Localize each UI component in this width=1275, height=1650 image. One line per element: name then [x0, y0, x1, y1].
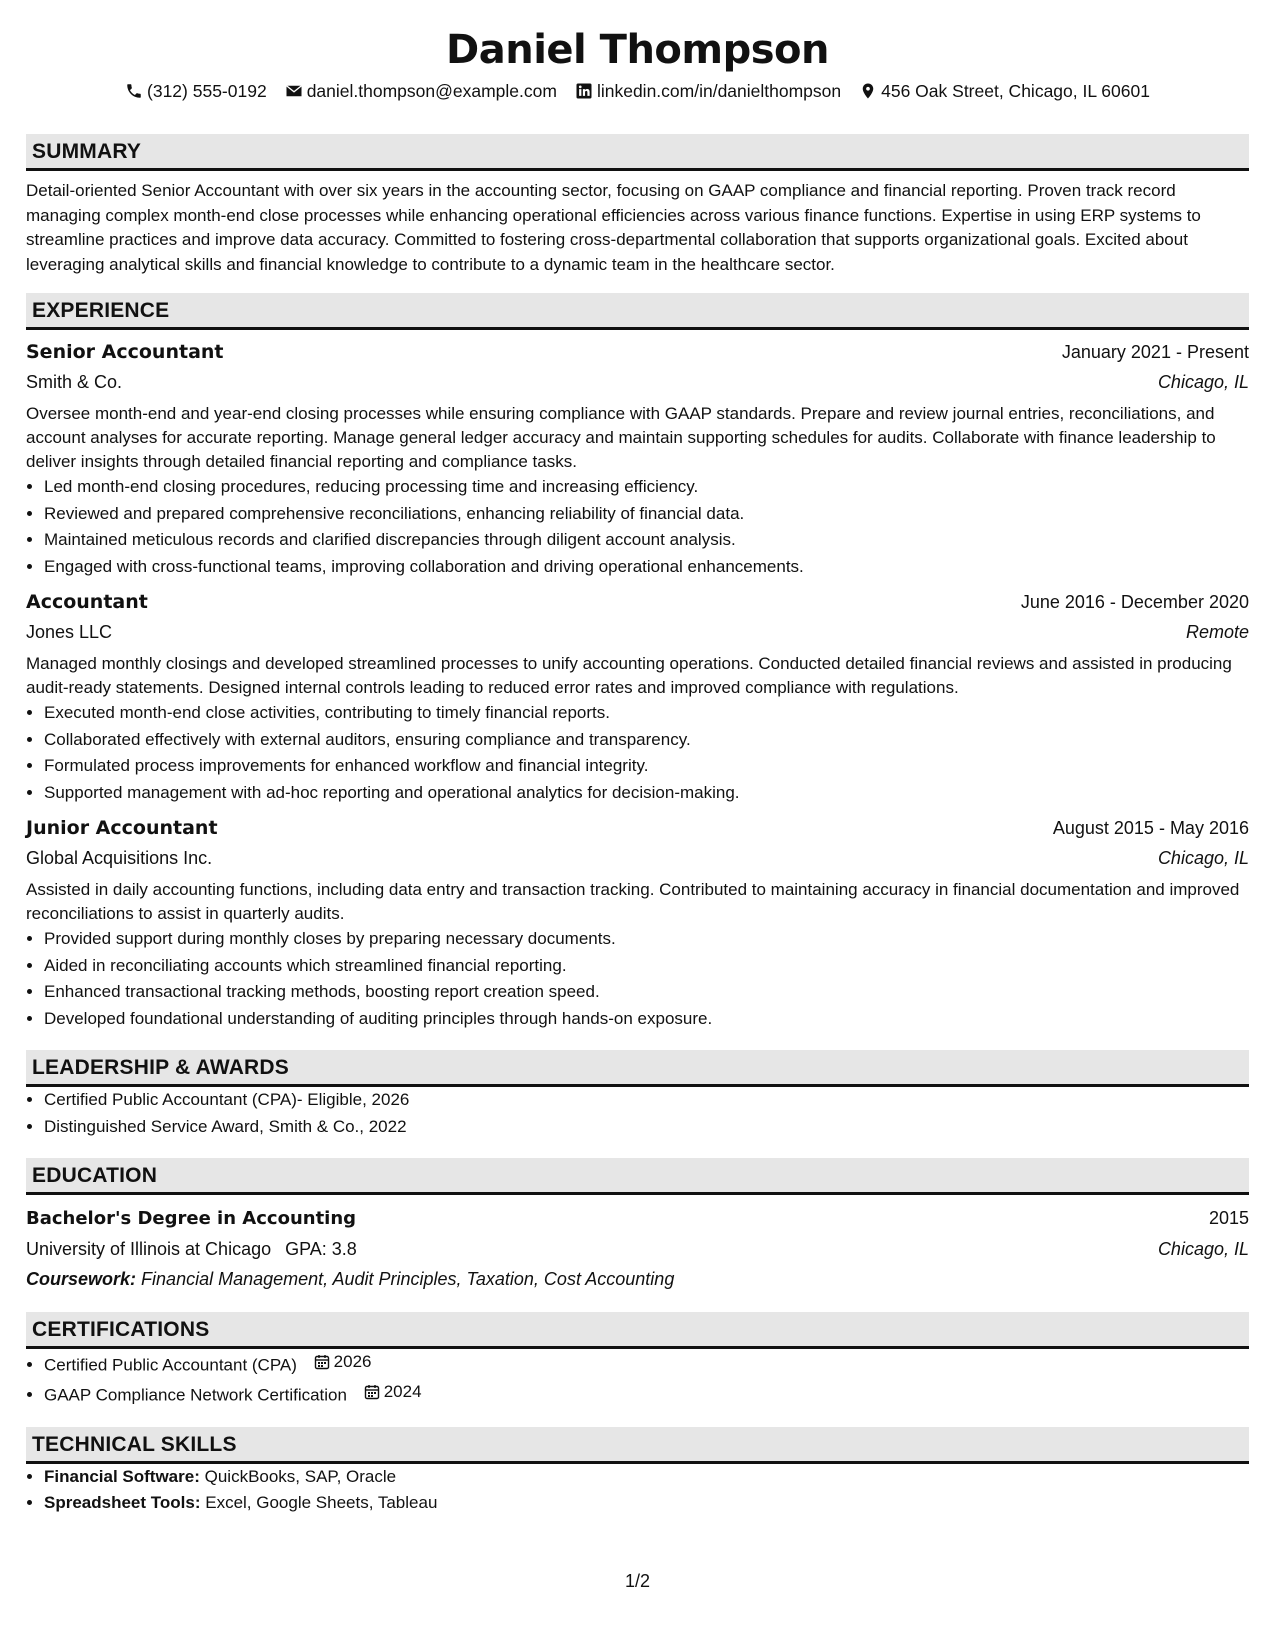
coursework-list: Financial Management, Audit Principles, Taxation, Cost Accounting [141, 1269, 675, 1289]
list-item: • Supported management with ad-hoc reporting and operational analytics for decision-making. [44, 780, 1249, 807]
cert-year: 2026 [333, 1352, 372, 1371]
job-title: Senior Accountant [26, 341, 224, 363]
job-bullets [26, 474, 1249, 580]
job-company: Global Acquisitions Inc. [26, 848, 213, 868]
job-description: Oversee month-end and year-end closing processes while ensuring compliance with GAAP standards. Prepare and review journal entries, reconciliations, and account analyses for accurate reporting. Manage general ledger accuracy and maintain supporting schedules for audits. Collaborate with finance leadership to deliver insights through detailed financial reporting and compliance tasks. [26, 404, 1216, 471]
cert-date [314, 1349, 372, 1376]
school-line [26, 1234, 357, 1264]
contact-address [859, 78, 1150, 104]
school-location: Chicago, IL [1157, 1239, 1249, 1259]
job-entry [26, 587, 1249, 806]
list-item: • Certified Public Accountant (CPA)- Eligible, 2026 [44, 1087, 1249, 1114]
list-item: • Provided support during monthly closes by preparing necessary documents. [44, 926, 1249, 953]
education-entry [26, 1203, 1249, 1294]
skills-list [26, 1464, 1249, 1517]
email-text[interactable]: daniel.thompson@example.com [306, 81, 557, 101]
job-description: Managed monthly closings and developed streamlined processes to unify accounting operations. Conducted detailed financial reviews and assisted in producing audit-ready statements. Designed internal controls leading to reduced error rates and improved compliance with regulations. [26, 654, 1232, 697]
job-company: Smith & Co. [26, 372, 123, 392]
phone-text: (312) 555-0192 [147, 81, 267, 101]
contact-linkedin[interactable] [575, 78, 841, 104]
section-header-experience: EXPERIENCE [26, 293, 1249, 330]
job-company-row [26, 617, 1249, 647]
list-item: • Maintained meticulous records and clarified discrepancies through diligent account analysis. [44, 527, 1249, 554]
list-item: • Developed foundational understanding of auditing principles through hands-on exposure. [44, 1006, 1249, 1033]
cert-name: GAAP Compliance Network Certification [44, 1385, 347, 1404]
list-item: • Formulated process improvements for enhanced workflow and financial integrity. [44, 753, 1249, 780]
job-location: Remote [1185, 622, 1249, 642]
job-dates: August 2015 - May 2016 [1052, 818, 1249, 838]
list-item: • Executed month-end close activities, contributing to timely financial reports. [44, 700, 1249, 727]
job-company: Jones LLC [26, 622, 113, 642]
skill-label: Financial Software: [44, 1466, 200, 1486]
cert-name: Certified Public Accountant (CPA) [44, 1355, 297, 1375]
section-header-summary: SUMMARY [26, 134, 1249, 171]
list-item: • Led month-end closing procedures, reducing processing time and increasing efficiency. [44, 474, 1249, 501]
section-header-certifications: CERTIFICATIONS [26, 1312, 1249, 1349]
list-item [44, 1379, 1249, 1409]
job-entry [26, 813, 1249, 1032]
list-item: • Collaborated effectively with external auditors, ensuring compliance and transparency. [44, 727, 1249, 754]
job-company-row [26, 367, 1249, 397]
job-description: Assisted in daily accounting functions, including data entry and transaction tracking. Contributed to maintaining accuracy in financial documentation and improved reconciliations to assist in quarterly audits. [26, 880, 1240, 923]
map-pin-icon [859, 82, 877, 100]
education-school-row [26, 1234, 1249, 1264]
contact-phone [125, 78, 267, 104]
job-dates: June 2016 - December 2020 [1020, 592, 1249, 612]
graduation-year: 2015 [1208, 1208, 1249, 1228]
job-header-row [26, 813, 1249, 843]
job-header-row [26, 587, 1249, 617]
section-header-awards: LEADERSHIP & AWARDS [26, 1050, 1249, 1087]
certifications-list [26, 1349, 1249, 1409]
section-header-education: EDUCATION [26, 1158, 1249, 1195]
envelope-icon [285, 82, 303, 100]
phone-icon [125, 82, 143, 100]
skill-value: QuickBooks, SAP, Oracle [204, 1466, 397, 1486]
education-header-row [26, 1203, 1249, 1234]
candidate-name: Daniel Thompson [446, 27, 829, 73]
summary-text: Detail-oriented Senior Accountant with over six years in the accounting sector, focusing on GAAP compliance and financial reporting. Proven track record managing complex month-end close processes while enhancing operational efficiencies across various finance functions. Expertise in using ERP systems to streamline practices and improve data accuracy. Committed to fostering cross-departmental collaboration that supports organizational goals. Excited about leveraging analytical skills and financial knowledge to contribute to a dynamic team in the healthcare sector. [26, 181, 1201, 274]
job-location: Chicago, IL [1157, 372, 1249, 392]
gpa: GPA: 3.8 [285, 1239, 357, 1259]
awards-list [26, 1087, 1249, 1140]
cert-year: 2024 [383, 1381, 422, 1401]
list-item: • Enhanced transactional tracking methods, boosting report creation speed. [44, 979, 1249, 1006]
contact-bar [26, 78, 1249, 104]
linkedin-icon [575, 82, 593, 100]
calendar-icon [364, 1384, 380, 1400]
address-text: 456 Oak Street, Chicago, IL 60601 [881, 81, 1150, 101]
job-header-row [26, 337, 1249, 367]
job-location: Chicago, IL [1157, 848, 1249, 868]
calendar-icon [314, 1354, 330, 1370]
list-item: • Distinguished Service Award, Smith & Co., 2022 [44, 1114, 1249, 1141]
school-name: University of Illinois at Chicago [26, 1239, 272, 1259]
list-item: • Reviewed and prepared comprehensive reconciliations, enhancing reliability of financial data. [44, 501, 1249, 528]
coursework [26, 1264, 1249, 1294]
list-item [44, 1464, 1249, 1491]
page-number: 1/2 [624, 1571, 651, 1591]
contact-email[interactable] [285, 78, 557, 104]
skill-label: Spreadsheet Tools: [44, 1493, 201, 1512]
list-item [44, 1490, 1249, 1517]
job-dates: January 2021 - Present [1061, 342, 1249, 362]
degree-title: Bachelor's Degree in Accounting [26, 1208, 357, 1229]
job-company-row [26, 843, 1249, 873]
list-item: • Aided in reconciliating accounts which streamlined financial reporting. [44, 953, 1249, 980]
list-item: • Engaged with cross-functional teams, improving collaboration and driving operational enhancements. [44, 554, 1249, 581]
coursework-label: Coursework: [26, 1269, 137, 1289]
job-bullets [26, 926, 1249, 1032]
linkedin-text[interactable]: linkedin.com/in/danielthompson [596, 81, 842, 101]
job-entry [26, 337, 1249, 580]
job-title: Accountant [26, 591, 148, 613]
section-header-skills: TECHNICAL SKILLS [26, 1427, 1249, 1464]
skill-value: Excel, Google Sheets, Tableau [205, 1493, 438, 1512]
job-bullets [26, 700, 1249, 806]
list-item [44, 1349, 1249, 1379]
job-title: Junior Accountant [26, 817, 218, 839]
cert-date [364, 1379, 422, 1406]
